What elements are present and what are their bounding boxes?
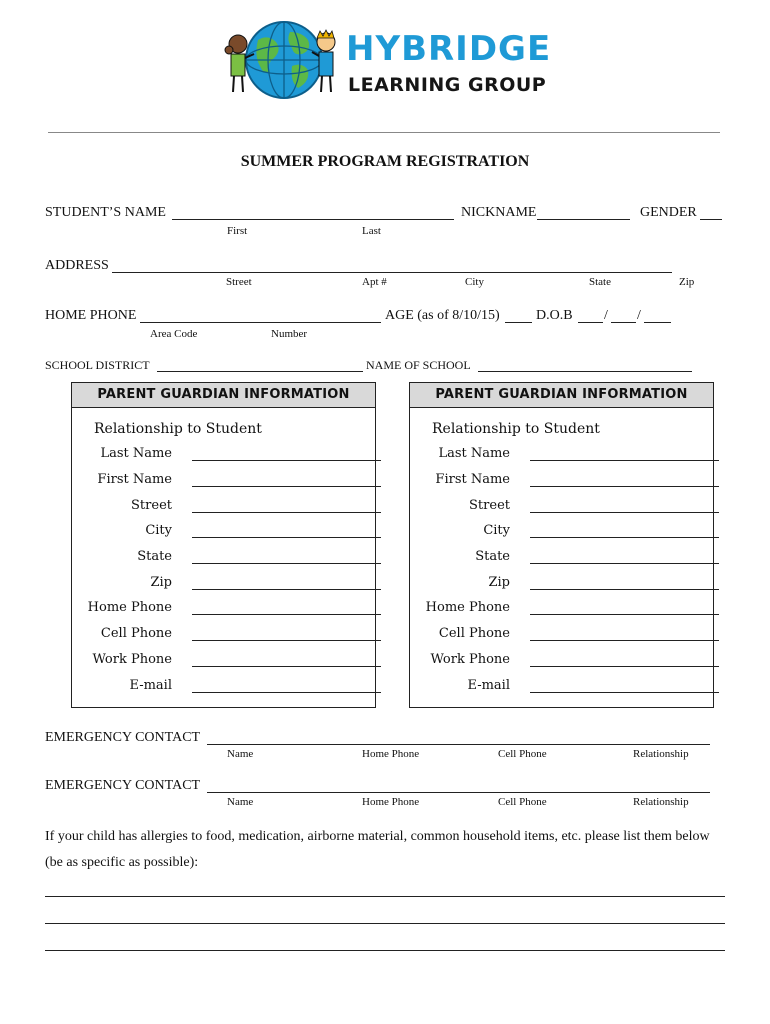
last-name-field[interactable] [192, 460, 381, 461]
allergies-line-1[interactable] [45, 896, 725, 897]
emergency-contact-label-1: EMERGENCY CONTACT [45, 730, 201, 745]
dob-year-field[interactable] [644, 322, 671, 323]
first-sublabel: First [227, 225, 248, 237]
home-phone-label: Home Phone [425, 600, 510, 615]
zip-sublabel: Zip [679, 276, 695, 288]
parent-guardian-box-1 [71, 382, 376, 708]
ec1-name-sublabel: Name [227, 748, 254, 760]
nickname-field[interactable] [537, 219, 630, 220]
ec2-home-phone-sublabel: Home Phone [362, 796, 420, 808]
email-label: E-mail [129, 678, 172, 693]
city-label: City [145, 523, 172, 538]
zip-field[interactable] [192, 589, 381, 590]
cell-phone-label: Cell Phone [438, 626, 510, 641]
last-sublabel: Last [362, 225, 381, 237]
ec2-cell-phone-sublabel: Cell Phone [498, 796, 547, 808]
home-phone-field[interactable] [192, 614, 381, 615]
school-district-label: SCHOOL DISTRICT [45, 358, 150, 372]
gender-label: GENDER [640, 205, 697, 220]
allergies-line-3[interactable] [45, 950, 725, 951]
zip-label: Zip [150, 575, 172, 590]
ec2-relationship-sublabel: Relationship [633, 796, 689, 808]
school-name-label: NAME OF SCHOOL [366, 358, 471, 372]
ec2-name-sublabel: Name [227, 796, 254, 808]
school-name-field[interactable] [478, 371, 692, 372]
age-label: AGE (as of 8/10/15) [385, 308, 500, 323]
hybridge-logo [218, 18, 558, 102]
street-field[interactable] [192, 512, 381, 513]
work-phone-label: Work Phone [92, 652, 172, 667]
home-phone-field[interactable] [140, 322, 381, 323]
work-phone-field[interactable] [530, 666, 719, 667]
state-sublabel: State [589, 276, 611, 288]
parent-box-header: PARENT GUARDIAN INFORMATION [72, 383, 375, 408]
dob-slash-2: / [637, 308, 641, 323]
brand-name: HYBRIDGE [346, 29, 552, 69]
globe-kids-icon [218, 18, 348, 102]
student-name-label: STUDENT’S NAME [45, 205, 166, 220]
email-field[interactable] [192, 692, 381, 693]
allergies-instruction: If your child has allergies to food, medication, airborne material, common household items, etc. please list them below [45, 829, 710, 844]
home-phone-label: HOME PHONE [45, 308, 137, 323]
work-phone-field[interactable] [192, 666, 381, 667]
first-name-label: First Name [97, 472, 172, 487]
number-sublabel: Number [271, 328, 308, 340]
gender-field[interactable] [700, 219, 722, 220]
header-divider [48, 132, 720, 133]
street-field[interactable] [530, 512, 719, 513]
ec1-home-phone-sublabel: Home Phone [362, 748, 420, 760]
address-field[interactable] [112, 272, 672, 273]
page-title: SUMMER PROGRAM REGISTRATION [240, 153, 530, 170]
city-sublabel: City [465, 276, 484, 288]
emergency-contact-field-2[interactable] [207, 792, 710, 793]
state-label: State [475, 549, 510, 564]
city-field[interactable] [530, 537, 719, 538]
street-sublabel: Street [226, 276, 252, 288]
first-name-label: First Name [435, 472, 510, 487]
first-name-field[interactable] [192, 486, 381, 487]
age-field[interactable] [505, 322, 532, 323]
state-field[interactable] [530, 563, 719, 564]
relationship-label: Relationship to Student [94, 421, 262, 437]
email-label: E-mail [467, 678, 510, 693]
dob-month-field[interactable] [578, 322, 603, 323]
last-name-field[interactable] [530, 460, 719, 461]
street-label: Street [469, 498, 510, 513]
first-name-field[interactable] [530, 486, 719, 487]
home-phone-label: Home Phone [87, 600, 172, 615]
allergies-line-2[interactable] [45, 923, 725, 924]
state-label: State [137, 549, 172, 564]
city-label: City [483, 523, 510, 538]
address-label: ADDRESS [45, 258, 109, 273]
city-field[interactable] [192, 537, 381, 538]
zip-label: Zip [488, 575, 510, 590]
email-field[interactable] [530, 692, 719, 693]
dob-slash-1: / [604, 308, 608, 323]
home-phone-field[interactable] [530, 614, 719, 615]
last-name-label: Last Name [100, 446, 172, 461]
ec1-cell-phone-sublabel: Cell Phone [498, 748, 547, 760]
dob-label: D.O.B [536, 308, 573, 323]
state-field[interactable] [192, 563, 381, 564]
area-code-sublabel: Area Code [150, 328, 198, 340]
brand-subtitle: LEARNING GROUP [348, 74, 547, 96]
cell-phone-field[interactable] [530, 640, 719, 641]
relationship-label: Relationship to Student [432, 421, 600, 437]
allergies-instruction-cont: (be as specific as possible): [45, 855, 199, 870]
parent-guardian-box-2 [409, 382, 714, 708]
parent-box-header: PARENT GUARDIAN INFORMATION [410, 383, 713, 408]
school-district-field[interactable] [157, 371, 363, 372]
work-phone-label: Work Phone [430, 652, 510, 667]
dob-day-field[interactable] [611, 322, 636, 323]
ec1-relationship-sublabel: Relationship [633, 748, 689, 760]
last-name-label: Last Name [438, 446, 510, 461]
student-name-field[interactable] [172, 219, 454, 220]
cell-phone-field[interactable] [192, 640, 381, 641]
emergency-contact-field-1[interactable] [207, 744, 710, 745]
cell-phone-label: Cell Phone [100, 626, 172, 641]
zip-field[interactable] [530, 589, 719, 590]
nickname-label: NICKNAME [461, 205, 537, 220]
emergency-contact-label-2: EMERGENCY CONTACT [45, 778, 201, 793]
street-label: Street [131, 498, 172, 513]
apt-sublabel: Apt # [362, 276, 387, 288]
